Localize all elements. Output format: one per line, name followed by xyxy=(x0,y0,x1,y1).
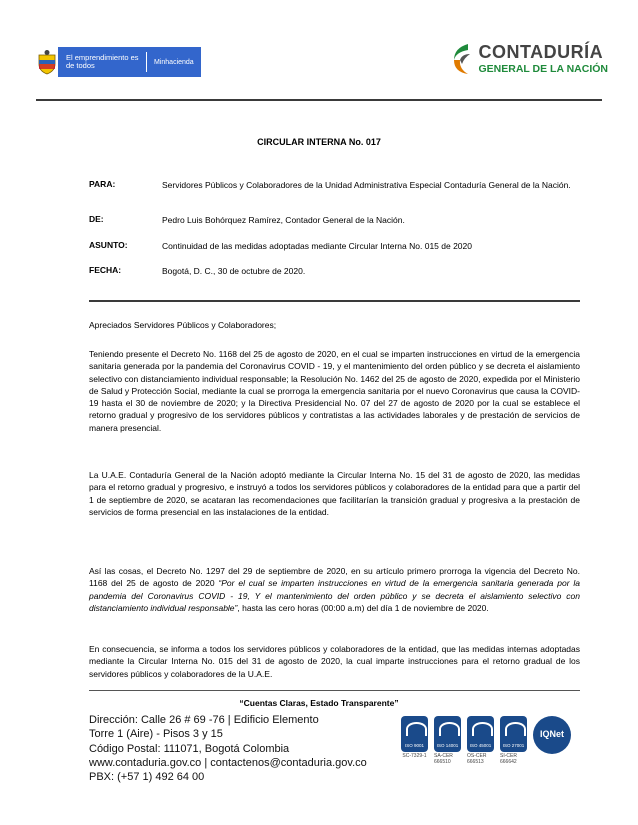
contaduria-leaf-icon xyxy=(450,42,474,76)
body-paragraph-2: La U.A.E. Contaduría General de la Nación adoptó mediante la Circular Interna No. 15 del 31 de agosto de 2020, las medidas para el retorno gradual y progresivo, e instruyó a todos los servidores públicos y colaboradores de la entidad para que a partir del 1 de septiembre de 2020, se acataran las recomendaciones que facilitarían la transición gradual y progresiva a la prestación de servicios de forma presencial en las instalaciones de la entidad. xyxy=(89,470,580,517)
salutation: Apreciados Servidores Públicos y Colaboradores; xyxy=(89,320,277,330)
address-line: Torre 1 (Aire) - Pisos 3 y 15 xyxy=(89,728,223,741)
certification-badge-icon: ISO 27001 xyxy=(500,716,527,752)
decree-quote: “Por el cual se imparten instrucciones en virtud de la emergencia sanitaria generada por la pandemia del Coronavirus COVID - 19, Y el mantenimiento del orden público y se decreta el aislamiento selectivo con distanciamiento individual responsable” xyxy=(89,578,581,613)
ministry-name: Minhacienda xyxy=(154,58,194,66)
iqnet-badge-icon xyxy=(533,716,571,754)
header-divider xyxy=(36,99,602,101)
field-value-de: Pedro Luis Bohórquez Ramírez, Contador General de la Nación. xyxy=(162,215,405,225)
paragraph-3-end: , hasta las cero horas (00:00 a.m) del día 1 de noviembre de 2020. xyxy=(237,602,489,613)
field-label-fecha: FECHA: xyxy=(89,265,122,275)
field-value-fecha: Bogotá, D. C., 30 de octubre de 2020. xyxy=(162,266,306,276)
cert-iso-27001: ISO 27001 SI-CER 666642 xyxy=(500,716,527,765)
field-label-asunto: ASUNTO: xyxy=(89,240,128,250)
field-value-para: Servidores Públicos y Colaboradores de la Unidad Administrativa Especial Contaduría General de la Nación. xyxy=(162,180,571,190)
address-line: Código Postal: 111071, Bogotá Colombia xyxy=(89,742,290,755)
phone-line: PBX: (+57 1) 492 64 00 xyxy=(89,771,205,784)
government-logo xyxy=(36,47,201,77)
cert-iso-45001: ISO 45001 OS-CER 666513 xyxy=(467,716,494,765)
certification-badge-icon: ISO 45001 xyxy=(467,716,494,752)
field-value-asunto: Continuidad de las medidas adoptadas mediante Circular Interna No. 015 de 2020 xyxy=(162,241,472,251)
footer-motto: “Cuentas Claras, Estado Transparente” xyxy=(239,698,399,708)
website-email-line: www.contaduria.gov.co | contactenos@contaduria.gov.co xyxy=(89,756,367,769)
entity-name: CONTADURÍA xyxy=(478,42,604,62)
body-paragraph-1: Teniendo presente el Decreto No. 1168 del 25 de agosto de 2020, en el cual se imparten instrucciones en virtud de la emergencia sanitaria generada por la pandemia del Coronavirus COVID - 19, y el mantenimiento del orden público y se decreta el aislamiento selectivo con distanciamiento individual responsable; la Resolución No. 1462 del 25 de agosto de 2020, expedida por el Ministerio de Salud y Protección Social, mediante la cual se prorroga la emergencia sanitaria por el nuevo Coronavirus que causa la COVID-19 hasta el 30 de noviembre de 2020; y la Directiva Presidencial No. 07 del 27 de agosto de 2020 por la cual se establece el retorno gradual y progresivo de los servidores públicos y contratistas a las actividades laborales y de prestación de servicios de manera presencial. xyxy=(89,349,580,433)
body-paragraph-3 xyxy=(89,565,580,614)
body-paragraph-4: En consecuencia, se informa a todos los servidores públicos y colaboradores de la entidad, que las medidas internas adoptadas mediante la Circular Interna No. 015 del 31 de agosto de 2020, la cual imparte instrucciones para el retorno gradual de los servidores públicos y colaboradores de la U.A.E. xyxy=(89,644,580,679)
address-line: Dirección: Calle 26 # 69 -76 | Edificio Elemento xyxy=(89,714,319,726)
government-banner xyxy=(58,47,201,77)
paragraph-3-intro: Así las cosas, el Decreto No. 1297 del 29 de septiembre de 2020, en su artículo primero prorroga la vigencia del Decreto No. 1168 del 25 de agosto de 2020 xyxy=(89,566,580,589)
coat-of-arms-icon xyxy=(36,49,58,75)
certification-badge-icon: ISO 14001 xyxy=(434,716,461,752)
contact-address xyxy=(89,713,367,784)
fields-divider xyxy=(89,300,580,302)
government-slogan: El emprendimiento es de todos xyxy=(66,53,139,70)
field-label-de: DE: xyxy=(89,214,104,224)
contaduria-logo xyxy=(450,42,608,76)
document-title: CIRCULAR INTERNA No. 017 xyxy=(257,137,381,147)
certification-logos xyxy=(401,716,571,765)
footer-divider xyxy=(89,690,580,691)
field-label-para: PARA: xyxy=(89,179,116,189)
certification-badge-icon: ISO 9001 xyxy=(401,716,428,752)
entity-subtitle: GENERAL DE LA NACIÓN xyxy=(478,63,608,75)
cert-iso-14001: ISO 14001 SA-CER 666510 xyxy=(434,716,461,765)
iqnet-label: IQNet xyxy=(539,729,564,739)
cert-iso-9001: ISO 9001 SC-7329-1 xyxy=(401,716,428,765)
